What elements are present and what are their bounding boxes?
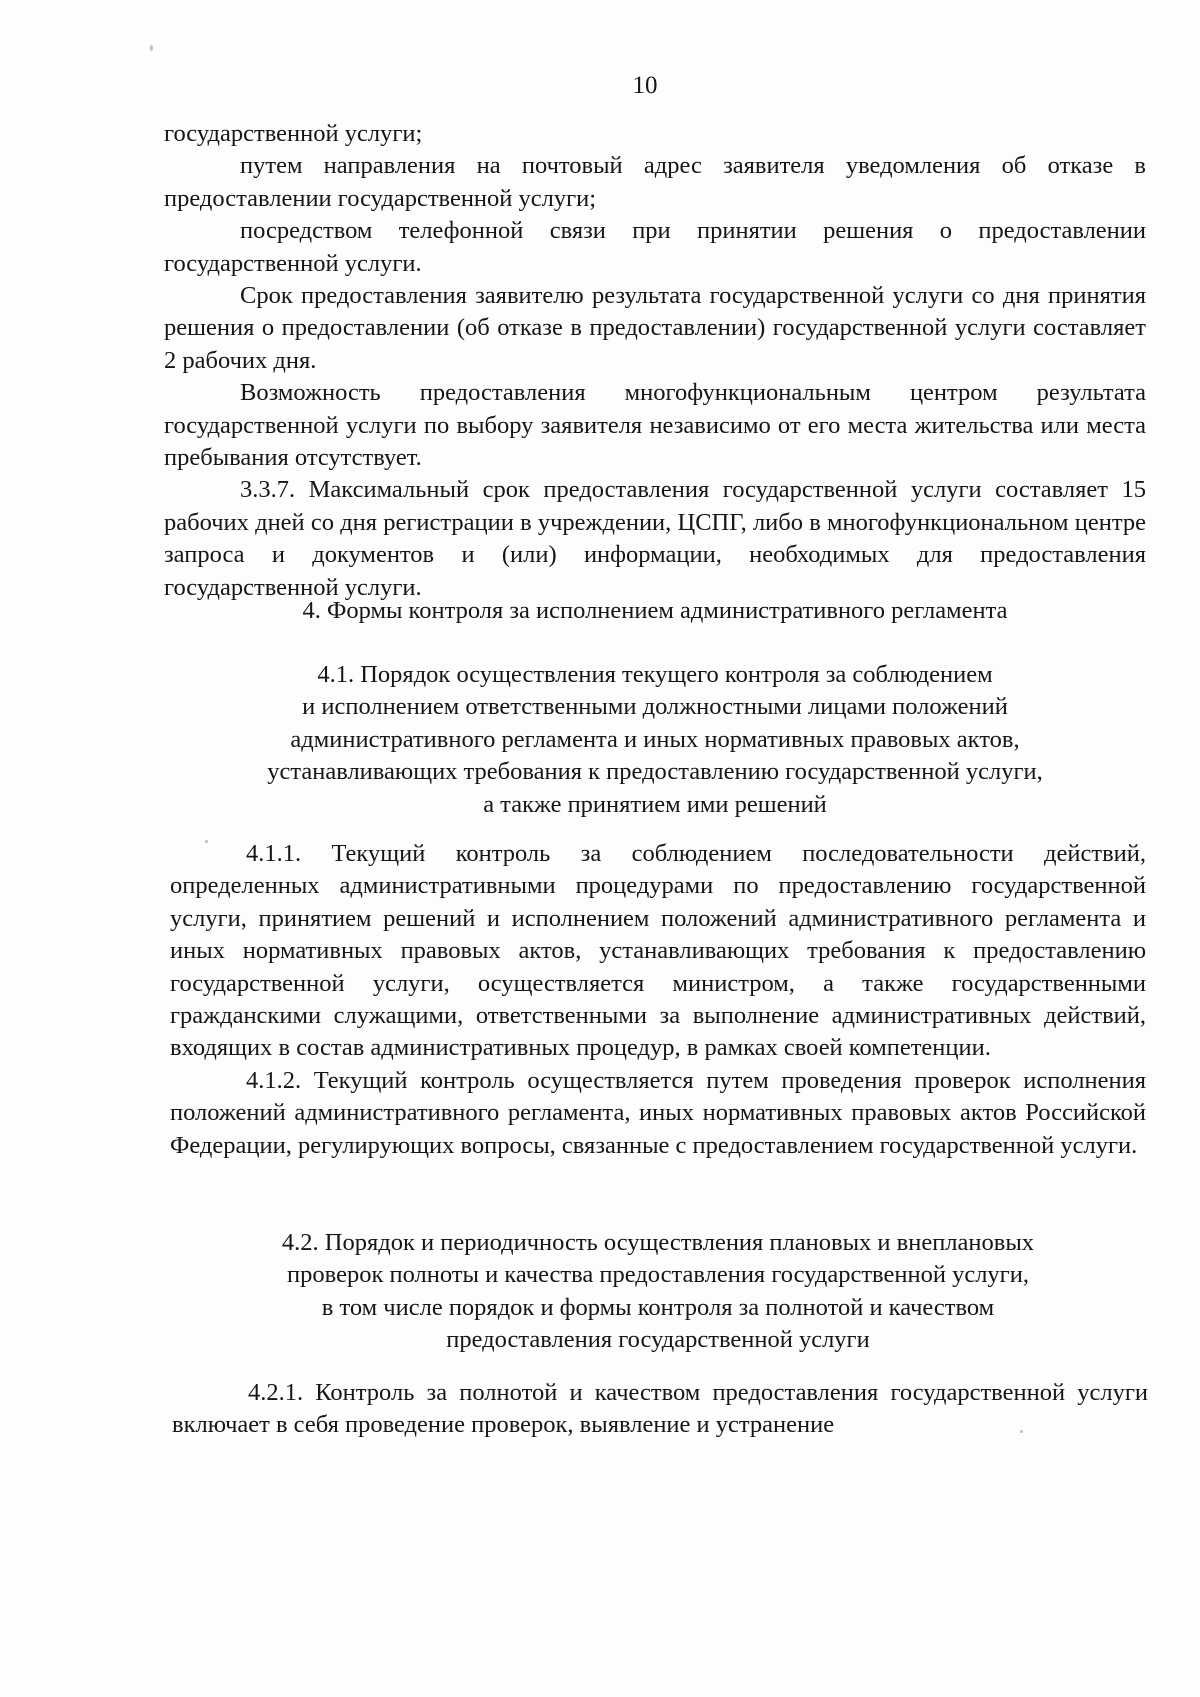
paragraph-4-1-1: 4.1.1. Текущий контроль за соблюдением последовательности действий, определенных административными процедурами по предоставлению государственной услуги, принятием решений и исполнением положений административного регламента и иных нормативных правовых актов, устанавливающих требования к предоставлению государственной услуги, осуществляется министром, а также государственными гражданскими служащими, ответственными за выполнение административных действий, входящих в состав административных процедур, в рамках своей компетенции. (170, 840, 1146, 1062)
heading-line: устанавливающих требования к предоставлению государственной услуги, (267, 758, 1043, 786)
heading-line: административного регламента и иных нормативных правовых актов, (290, 725, 1020, 753)
paragraph-continuation: государственной услуги; (164, 120, 423, 147)
heading-line: предоставления государственной услуги (446, 1326, 870, 1354)
heading-line: проверок полноты и качества предоставления государственной услуги, (287, 1261, 1029, 1289)
section-4-1-heading-block (164, 659, 1146, 821)
section-4-block (164, 595, 1146, 627)
body-block-3-3 (164, 118, 1146, 604)
paragraph-mfc-possibility: Возможность предоставления многофункциональным центром результата государственной услуги по выбору заявителя независимо от его места жительства или места пребывания отсутствует. (164, 379, 1146, 472)
paragraph-3-3-7: 3.3.7. Максимальный срок предоставления государственной услуги составляет 15 рабочих дней со дня регистрации в учреждении, ЦСПГ, либо в многофункциональном центре запроса и документов и (или) информации, необходимых для предоставления государственной услуги. (164, 476, 1146, 601)
paragraph-postal-notice: путем направления на почтовый адрес заявителя уведомления об отказе в предоставлении государственной услуги; (164, 152, 1146, 212)
section-4-2-heading-block (170, 1227, 1146, 1357)
paragraph-4-1-2: 4.1.2. Текущий контроль осуществляется путем проведения проверок исполнения положений административного регламента, иных нормативных правовых актов Российской Федерации, регулирующих вопросы, связанные с предоставлением государственной услуги. (170, 1066, 1146, 1159)
section-4-2-body (172, 1377, 1148, 1442)
scan-speck (1020, 1430, 1023, 1433)
heading-line: 4.2. Порядок и периодичность осуществления плановых и внеплановых (281, 1229, 1035, 1256)
page-number: 10 (632, 72, 658, 99)
heading-line: и исполнением ответственными должностными лицами положений (302, 693, 1008, 721)
section-4-1-body (170, 838, 1146, 1162)
section-4-1-heading (164, 659, 1146, 821)
section-4-heading: 4. Формы контроля за исполнением административного регламента (302, 597, 1008, 624)
heading-line: 4.1. Порядок осуществления текущего контроля за соблюдением (317, 661, 993, 688)
scan-speck (205, 840, 208, 843)
section-4-2-heading (170, 1227, 1146, 1357)
paragraph-4-2-1: 4.2.1. Контроль за полнотой и качеством предоставления государственной услуги включает в себя проведение проверок, выявление и устранение (172, 1379, 1148, 1439)
paragraph-phone-notice: посредством телефонной связи при принятии решения о предоставлении государственной услуги. (164, 217, 1146, 277)
heading-line: а также принятием ими решений (483, 790, 827, 818)
paragraph-result-term: Срок предоставления заявителю результата государственной услуги со дня принятия решения о предоставлении (об отказе в предоставлении) государственной услуги составляет 2 рабочих дня. (164, 282, 1146, 374)
heading-line: в том числе порядок и формы контроля за полнотой и качеством (321, 1293, 995, 1321)
scan-speck (150, 45, 153, 51)
